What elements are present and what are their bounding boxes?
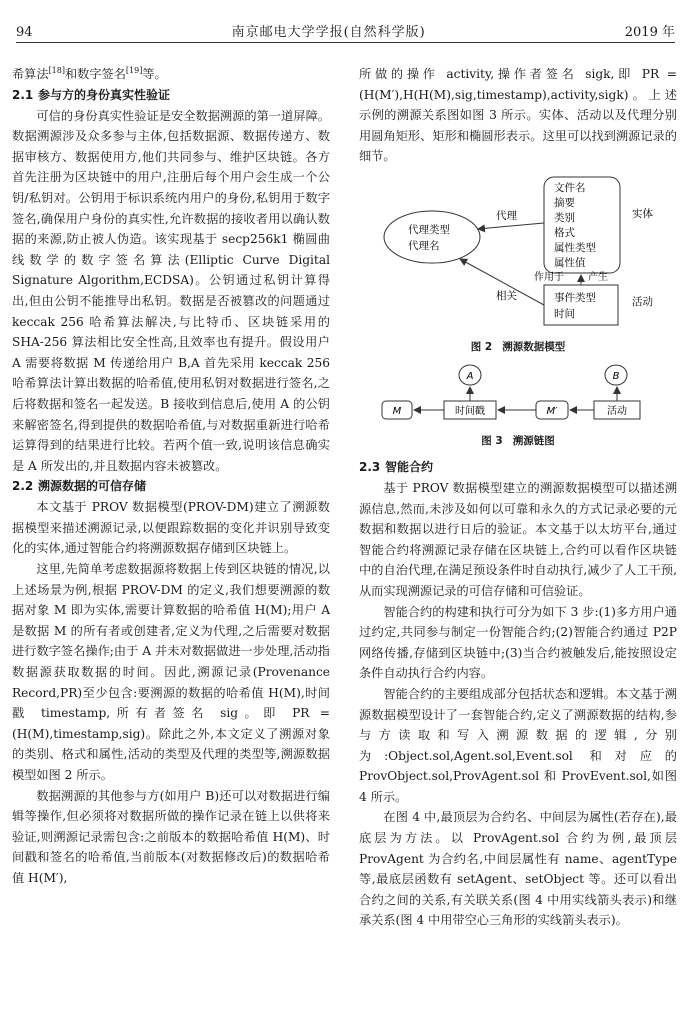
activity-label: 活动: [632, 295, 653, 308]
left-column: [12, 64, 330, 889]
paragraph-continuation: [12, 64, 330, 85]
edge-label: 作用于: [534, 271, 564, 283]
journal-title: 南京邮电大学学报(自然科学版): [231, 25, 426, 40]
agent-attr: 代理名: [408, 239, 440, 252]
figure-3-caption: [359, 431, 677, 451]
section-heading-2-2: [12, 476, 330, 497]
paragraph: 数据溯源的其他参与方(如用户 B)还可以对数据进行编辑等操作,但必须将对数据所做的操作记录在链上以供将来验证,则溯源记录需包含:之前版本的数据哈希值 H(M)、时间戳和签名的哈希值,当前版本(对数据修改后)的数据哈希值 H(M′),: [12, 788, 330, 885]
section-number: 2.2: [12, 479, 34, 494]
node-label: M′: [546, 405, 558, 417]
journal-year: 2019 年: [624, 25, 675, 40]
section-title: 参与方的身份真实性验证: [38, 87, 171, 102]
citation: [19]: [125, 65, 143, 75]
paragraph: 在图 4 中,最顶层为合约名、中间层为属性(若存在),最底层为方法。以 ProvAgent.sol 合约为例,最顶层 ProvAgent 为合约名,中间层属性有 name、agentType 等,最底层函数有 setAgent、setObject 等。还可以看出合约之间的关系,有关联关系(图 4 中用实线箭头表示)和继承关系(图 4 中用带空心三角形的实线箭头表示)。: [359, 810, 677, 928]
edge-proxy: [478, 223, 544, 229]
entity-attr: 属性类型: [554, 241, 596, 254]
edge-label: 产生: [588, 271, 608, 283]
figure-number: 图 3: [481, 434, 503, 447]
figure-3-diagram: [368, 363, 668, 429]
figure-title: 溯源链图: [512, 434, 555, 447]
edge-label: 相关: [496, 289, 517, 302]
page-number: 94: [16, 25, 33, 40]
section-heading-2-3: [359, 457, 677, 478]
agent-node: [384, 211, 480, 263]
section-heading-2-1: [12, 85, 330, 106]
paragraph: 智能合约的主要组成部分包括状态和逻辑。本文基于溯源数据模型设计了一套智能合约,定义了溯源数据的结构,参与方读取和写入溯源数据的逻辑,分别为:Object.sol,Agent.sol,Event.sol 和对应的 ProvObject.sol,ProvAgent.sol 和 ProvEvent.sol,如图 4 所示。: [359, 686, 677, 804]
figure-2-caption: [359, 337, 677, 357]
citation: [18]: [48, 65, 65, 75]
node-label: A: [466, 370, 474, 382]
page-header: [16, 14, 675, 43]
figure-2-diagram: [368, 173, 668, 335]
node-label: 时间戳: [455, 405, 485, 417]
paragraph: 这里,先简单考虑数据源将数据上传到区块链的情况,以上述场景为例,根据 PROV-DM 的定义,我们想要溯源的数据对象 M 即为实体,需要计算数据的哈希值 H(M);用户 A 是数据 M 的所有者或创建者,定义为代理,之后需要对数据进行数字签名操作;由于 A 并未对数据做进一步处理,活动指数据源获取数据的时间。因此,溯源记录(Provenance Record,PR)至少包含:要溯源的数据的哈希值 H(M),时间戳 timestamp,所有者签名 sig。即 PR = (H(M),timestamp,sig)。除此之外,本文定义了溯源对象的类别、格式和属性,活动的类型及代理的类型等,溯源数据模型如图 2 所示。: [12, 562, 330, 782]
right-column: [359, 64, 677, 931]
paragraph: 基于 PROV 数据模型建立的溯源数据模型可以描述溯源信息,然而,未涉及如何以可靠和永久的方式记录必要的元数据和数据以进行日后的验证。本文基于以太坊平台,通过智能合约将溯源记录存储在区块链上,合约可以看作区块链中的自治代理,在满足预设条件时自动执行,减少了人工干预,从而实现溯源记录的可信存储和可信验证。: [359, 480, 677, 598]
activity-attr: 时间: [554, 307, 575, 320]
entity-attr: 格式: [554, 226, 575, 239]
paragraph: 可信的身份真实性验证是安全数据溯源的第一道屏障。数据溯源涉及众多参与主体,包括数据源、数据传递方、数据审核方、数据使用方,他们共同参与、维护区块链。各方首先注册为区块链中的用户,注册后每个用户会生成一个公钥/私钥对。公钥用于标识系统内用户的身份,私钥用于数字签名,确保用户身份的真实性,允许数据的接收者用以确认数据的来源,防止被人伪造。该实现基于 secp256k1 椭圆曲线数学的数字签名算法(Elliptic Curve Digital Signature Algorithm,ECDSA)。公钥通过私钥计算得出,但由公钥不能推导出私钥。数据是否被篡改的问题通过 keccak 256 哈希算法解决,与比特币、区块链采用的 SHA-256 算法相比安全性高,且效率也有提升。假设用户 A 需要将数据 M 传递给用户 B,A 首先采用 keccak 256 哈希算法计算出数据的哈希值,使用私钥对数据进行签名,之后将数据和签名一起发送。B 接收到信息后,使用 A 的公钥来解密签名,得到提供的数据哈希值,与对数据重新进行哈希运算得到的结果进行比较。若两个值一致,说明该信息确实是 A 所发出的,并且数据内容未被篡改。: [12, 108, 330, 473]
edge-label: 代理: [496, 209, 517, 222]
figure-title: 溯源数据模型: [502, 340, 566, 353]
entity-attr: 类别: [554, 211, 575, 224]
section-number: 2.3: [359, 459, 381, 474]
section-number: 2.1: [12, 87, 34, 102]
agent-attr: 代理类型: [408, 223, 450, 236]
entity-attr: 摘要: [554, 196, 575, 209]
text-run: 和数字签名: [64, 67, 126, 81]
paragraph: 智能合约的构建和执行可分为如下 3 步:(1)多方用户通过约定,共同参与制定一份智能合约;(2)智能合约通过 P2P 网络传播,存储到区块链中;(3)当合约被触发后,能按照设定条件自动执行合约内容。: [359, 604, 677, 681]
node-label: M: [392, 405, 402, 417]
figure-number: 图 2: [470, 340, 493, 353]
paragraph: 本文基于 PROV 数据模型(PROV-DM)建立了溯源数据模型来描述溯源记录,以便跟踪数据的变化并识别导致变化的实体,通过智能合约将溯源数据存储到区块链上。: [12, 500, 330, 556]
section-title: 智能合约: [385, 459, 434, 474]
activity-attr: 事件类型: [554, 291, 596, 304]
text-run: 等。: [142, 67, 167, 81]
entity-attr: 属性值: [554, 256, 586, 269]
node-label: B: [612, 370, 620, 382]
node-label: 活动: [607, 405, 627, 417]
entity-attr: 文件名: [554, 181, 586, 194]
entity-label: 实体: [632, 207, 653, 220]
section-title: 溯源数据的可信存储: [38, 479, 147, 494]
paragraph-continuation: 所做的操作 activity,操作者签名 sigk,即 PR = (H(M′),H(H(M),sig,timestamp),activity,sigk)。上述示例的溯源关系图如图 3 所示。实体、活动以及代理分别用圆角矩形、矩形和椭圆形表示。这里可以找到溯源记录的细节。: [359, 67, 677, 164]
text-run: 希算法: [12, 67, 49, 81]
